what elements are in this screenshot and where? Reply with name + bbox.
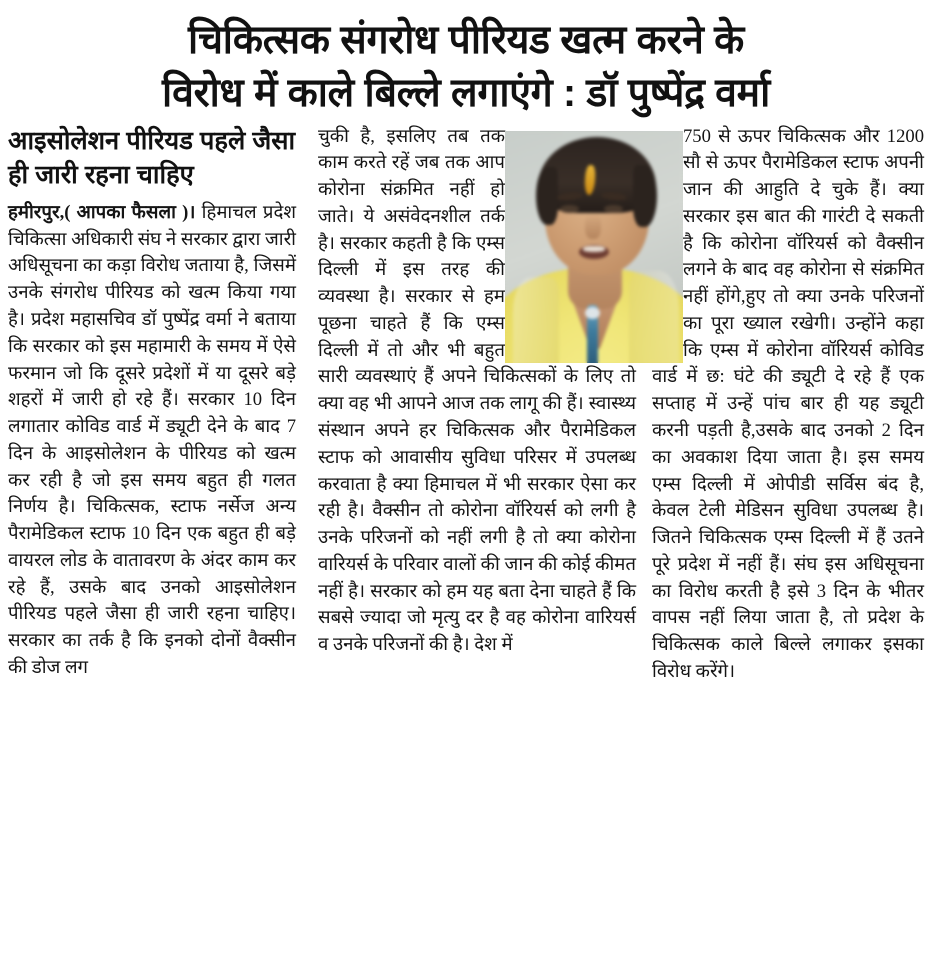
- text-column-3: [652, 124, 924, 686]
- text-column-1: [8, 124, 296, 682]
- hair-side-right: [633, 165, 657, 227]
- microphone-tip: [585, 307, 600, 319]
- teeth-shape: [583, 246, 605, 252]
- column-1-paragraph: [8, 200, 296, 682]
- article-subheading: आइसोलेशन पीरियड पहले जैसा ही जारी रहना चाहिए: [8, 126, 296, 189]
- hair-side-left: [536, 167, 558, 225]
- headline-line-1: चिकित्सक संगरोध पीरियड खत्म करने के: [188, 18, 744, 62]
- article-body: [0, 124, 932, 924]
- headline-line-2: विरोध में काले बिल्ले लगाएंगे : डॉ पुष्पेंद्र वर्मा: [161, 70, 770, 115]
- shirt-fold-right: [629, 271, 679, 363]
- article-headline: [0, 0, 932, 124]
- dateline: हमीरपुर,( आपका फैसला )।: [8, 201, 196, 223]
- eye-right: [604, 205, 623, 213]
- column-1-text: हिमाचल प्रदेश चिकित्सा अधिकारी संघ ने सरकार द्वारा जारी अधिसूचना का कड़ा विरोध जताया है, जिसमें उनके संगरोध पीरियड को खत्म किया गया है। प्रदेश महासचिव डॉ पुष्पेंद्र वर्मा ने बताया कि सरकार को इस महामारी के समय में ऐसे फरमान जो कि दूसरे प्रदेशों में या दूसरे बड़े शहरों में जारी हो रहे हैं। सरकार 10 दिन लगातार कोविड वार्ड में ड्यूटी देने के बाद 7 दिन के आइसोलेशन के पीरियड को खत्म कर रही है जो इस समय बहुत ही गलत निर्णय है। चिकित्सक, स्टाफ नर्सेज अन्य पैरामेडिकल स्टाफ 10 दिन एक बहुत ही बड़े वायरल लोड के वातावरण के अंदर काम कर रहे हैं, उसके बाद उनको आइसोलेशन पीरियड पहले जैसा ही जारी रहना चाहिए। सरकार का तर्क है कि इनको दोनों वैक्सीन की डोज लग: [8, 201, 296, 678]
- article-photo: [505, 131, 683, 363]
- photo-portrait: [505, 131, 683, 363]
- column-2-paragraph: चुकी है, इसलिए तब तक काम करते रहें जब तक आप कोरोना संक्रमित नहीं हो जाते। ये असंवेदनशील तर्क है। सरकार कहती है कि एम्स दिल्ली में इस तरह की व्यवस्था है। सरकार से हम पूछना चाहते हैं कि एम्स दिल्ली में तो और भी बहुत सारी व्यवस्थाएं हैं अपने चिकित्सकों के लिए तो क्या वह भी आपने आज तक लागू की हैं। स्वास्थ्य संस्थान अपने हर चिकित्सक और पैरामेडिकल स्टाफ को आवासीय सुविधा परिसर में उपलब्ध करवाता है क्या हिमाचल में भी सरकार ऐसा कर रही है। वैक्सीन तो कोरोना वॉरियर्स को लगी है उनके परिजनों को नहीं लगी है तो क्या कोरोना वारियर्स के परिवार वालों की जान की कोई कीमत नहीं है। सरकार को हम यह बता देना चाहते हैं कि सबसे ज्यादा जो मृत्यु दर है वह कोरोना वारियर्स व उनके परिजनों की है। देश में: [318, 125, 636, 656]
- column-3-paragraph: 750 से ऊपर चिकित्सक और 1200 सौ से ऊपर पैरामेडिकल स्टाफ अपनी जान की आहुति दे चुके हैं। क्या सरकार इस बात की गारंटी दे सकती है कि कोरोना वॉरियर्स को वैक्सीन लगने के बाद वह कोरोना से संक्रमित नहीं होंगे,हुए तो क्या उनके परिजनों का पूरा ख्याल रखेगी। उन्होंने कहा कि एम्स में कोरोना वॉरियर्स कोविड वार्ड में छ: घंटे की ड्यूटी दे रहे हैं एक सप्ताह में उन्हें पांच बार ही यह ड्यूटी करनी पड़ती है,उसके बाद उनको 2 दिन का अवकाश दिया जाता है। इस समय एम्स दिल्ली में ओपीडी सर्विस बंद है, केवल टेली मेडिसन सुविधा उपलब्ध है। जितने चिकित्सक एम्स दिल्ली में हैं उतने पूरे प्रदेश में नहीं हैं। संघ इस अधिसूचना का विरोध करती है इसे 3 दिन के भीतर वापस नहीं लिया जाता है, तो प्रदेश के चिकित्सक काले बिल्ले लगाकर इसका विरोध करेंगे।: [652, 125, 924, 682]
- eye-left: [560, 205, 579, 213]
- shirt-fold-left: [513, 277, 559, 363]
- nose-shape: [585, 213, 601, 239]
